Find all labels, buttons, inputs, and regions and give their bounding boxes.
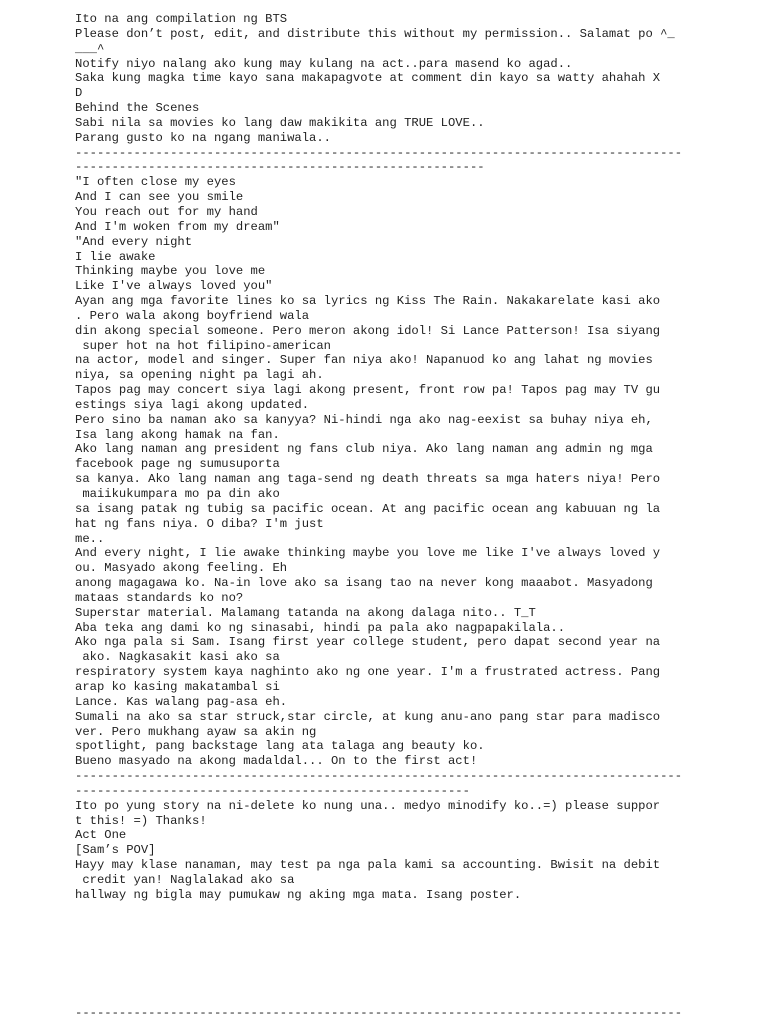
text-line: I lie awake [75,249,156,264]
text-line: maiikukumpara mo pa din ako [75,487,280,501]
divider-line: ----------------------------------------------------------------------------------- [75,769,683,784]
text-line: din akong special someone. Pero meron akong idol! Si Lance Patterson! Isa siyang [75,323,661,338]
text-line: sa isang patak ng tubig sa pacific ocean. At ang pacific ocean ang kabuuan ng la [75,501,661,516]
divider-line: ------------------------------------------------------ [75,783,470,798]
text-line: Ayan ang mga favorite lines ko sa lyrics ng Kiss The Rain. Nakakarelate kasi ako [75,294,661,309]
text-line: ou. Masyado akong feeling. Eh [75,561,288,576]
text-line: sa kanya. Ako lang naman ang taga-send ng death threats sa mga haters niya! Pero [75,472,661,487]
text-line: me.. [75,531,105,546]
document-body [75,12,755,903]
text-line: And I'm woken from my dream" [75,219,280,234]
text-line: "And every night [75,234,193,249]
text-line: Hayy may klase nanaman, may test pa nga pala kami sa accounting. Bwisit na debit [75,858,661,873]
text-line: Lance. Kas walang pag-asa eh. [75,694,288,709]
divider-line: ----------------------------------------------------------------------------------- [75,145,683,160]
text-line: super hot na hot filipino-american [75,338,331,353]
text-line: facebook page ng sumusuporta [75,457,280,472]
text-line: Saka kung magka time kayo sana makapagvote at comment din kayo sa watty ahahah X [75,71,661,86]
text-line: Superstar material. Malamang tatanda na akong dalaga nito.. T_T [75,605,536,620]
text-line: . Pero wala akong boyfriend wala [75,308,310,323]
text-line: And every night, I lie awake thinking maybe you love me like I've always loved y [75,546,661,561]
text-line: respiratory system kaya naghinto ako ng one year. I'm a frustrated actress. Pang [75,665,661,680]
text-line: Isa lang akong hamak na fan. [75,427,280,442]
text-line: mataas standards ko no? [75,590,244,605]
text-line: estings siya lagi akong updated. [75,397,310,412]
text-line: Please don’t post, edit, and distribute this without my permission.. Salamat po ^_ [75,26,675,41]
text-line: [Sam’s POV] [75,843,156,858]
text-line: D [75,86,83,101]
text-line: Parang gusto ko na ngang maniwala.. [75,130,331,145]
text-line: Pero sino ba naman ako sa kanyya? Ni-hindi nga ako nag-eexist sa buhay niya eh, [75,412,653,427]
text-line: credit yan! Naglalakad ako sa [75,872,295,887]
text-line: Notify niyo nalang ako kung may kulang na act..para masend ko agad.. [75,56,573,71]
text-line: You reach out for my hand [75,204,258,219]
text-line: Like I've always loved you" [75,279,273,294]
text-line: ___^ [75,41,105,56]
text-line: hat ng fans niya. O diba? I'm just [75,516,324,531]
text-line: ako. Nagkasakit kasi ako sa [75,650,280,665]
text-line: Sumali na ako sa star struck,star circle, at kung anu-ano pang star para madisco [75,709,661,724]
text-line: Ako nga pala si Sam. Isang first year college student, pero dapat second year na [75,635,661,650]
text-line: Ito po yung story na ni-delete ko nung una.. medyo minodify ko..=) please suppor [75,798,661,813]
text-line: anong magagawa ko. Na-in love ako sa isang tao na never kong maaabot. Masyadong [75,576,653,591]
text-line: And I can see you smile [75,190,244,205]
text-line: Thinking maybe you love me [75,264,266,279]
text-line: arap ko kasing makatambal si [75,679,280,694]
text-line: Ako lang naman ang president ng fans club niya. Ako lang naman ang admin ng mga [75,442,653,457]
text-line: Aba teka ang dami ko ng sinasabi, hindi pa pala ako nagpapakilala.. [75,620,566,635]
text-line: na actor, model and singer. Super fan niya ako! Napanuod ko ang lahat ng movies [75,353,653,368]
text-line: spotlight, pang backstage lang ata talaga ang beauty ko. [75,739,485,754]
text-line: Bueno masyado na akong madaldal... On to the first act! [75,754,478,769]
divider-line: -------------------------------------------------------- [75,160,485,175]
text-line: Sabi nila sa movies ko lang daw makikita ang TRUE LOVE.. [75,115,485,130]
text-line: Act One [75,828,127,843]
text-line: "I often close my eyes [75,175,236,190]
text-line: Tapos pag may concert siya lagi akong present, front row pa! Tapos pag may TV gu [75,383,661,398]
text-line: Behind the Scenes [75,101,200,116]
text-line: hallway ng bigla may pumukaw ng aking mga mata. Isang poster. [75,887,522,902]
text-line: t this! =) Thanks! [75,813,207,828]
text-line: niya, sa opening night pa lagi ah. [75,368,324,383]
text-line: ver. Pero mukhang ayaw sa akin ng [75,724,317,739]
footer-divider: ----------------------------------------------------------------------------------- [75,1006,683,1020]
text-line: Ito na ang compilation ng BTS [75,12,288,26]
